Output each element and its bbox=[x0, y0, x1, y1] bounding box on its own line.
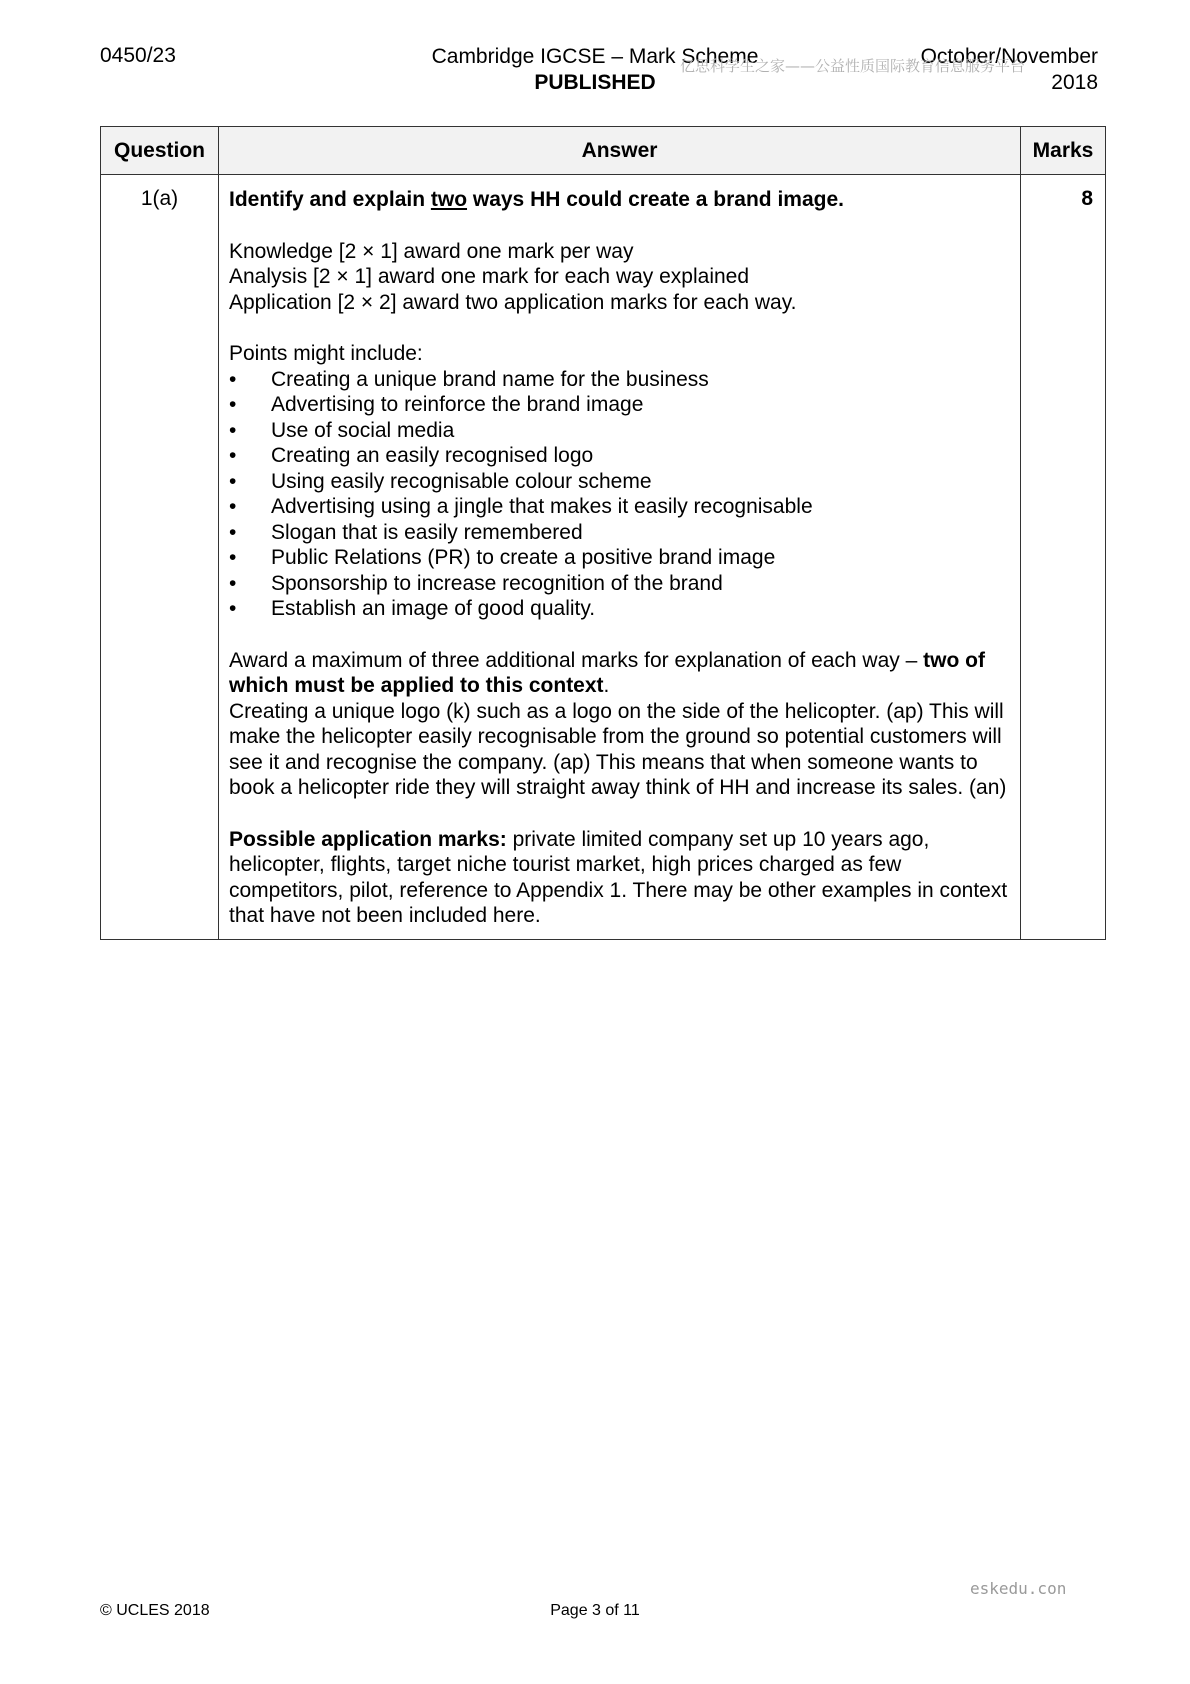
mark-scheme-table bbox=[100, 126, 1106, 940]
list-item: • Advertising using a jingle that makes it easily recognisable bbox=[229, 494, 1010, 520]
example-answer: Creating a unique logo (k) such as a logo on the side of the helicopter. (ap) This will make the helicopter easily recognisable from the ground so potential customers will see it and recognise the company. (ap) This means that when someone wants to book a helicopter ride they will straight away think of HH and increase its sales. (an) bbox=[229, 699, 1007, 799]
paper-code: 0450/23 bbox=[100, 44, 176, 67]
points-list bbox=[229, 367, 1010, 622]
list-item: • Establish an image of good quality. bbox=[229, 596, 1010, 622]
points-intro: Points might include: bbox=[229, 342, 423, 365]
award-instruction bbox=[229, 648, 1010, 699]
application-label: Possible application marks: bbox=[229, 827, 507, 851]
award-bold-text: two of which must be applied to this context bbox=[229, 648, 985, 697]
prompt-text: Identify and explain bbox=[229, 188, 431, 211]
question-column-header: Question bbox=[101, 127, 219, 175]
marks-column-header: Marks bbox=[1021, 127, 1106, 175]
header-watermark: 亿思科学生之家——公益性质国际教育信息服务平台 bbox=[680, 57, 1026, 75]
prompt-underlined: two bbox=[430, 188, 468, 211]
table-row bbox=[101, 175, 1106, 940]
list-item: • Use of social media bbox=[229, 418, 1010, 444]
list-item: • Public Relations (PR) to create a positive brand image bbox=[229, 545, 1010, 571]
title-text: Cambridge IGCSE – Mark Scheme bbox=[431, 45, 759, 68]
award-text: Award a maximum of three additional marks for explanation of each way – bbox=[229, 648, 924, 672]
criteria-knowledge: Knowledge [2 × 1] award one mark per way bbox=[229, 239, 634, 263]
list-item: • Advertising to reinforce the brand image bbox=[229, 392, 1010, 418]
published-label: PUBLISHED bbox=[534, 71, 656, 94]
list-item: • Slogan that is easily remembered bbox=[229, 520, 1010, 546]
page-number: Page 3 of 11 bbox=[550, 1602, 640, 1619]
marks-value: 8 bbox=[1021, 175, 1106, 940]
table-header-row bbox=[101, 127, 1106, 175]
prompt-text-end: ways HH could create a brand image. bbox=[467, 188, 844, 211]
award-text-end: . bbox=[603, 674, 610, 697]
answer-column-header: Answer bbox=[219, 127, 1021, 175]
session-text: October/November bbox=[920, 45, 1098, 68]
application-marks bbox=[229, 827, 1010, 929]
footer-watermark: eskedu.con bbox=[970, 1579, 1067, 1598]
criteria-analysis: Analysis [2 × 1] award one mark for each way explained bbox=[229, 265, 750, 288]
list-item: • Sponsorship to increase recognition of the brand bbox=[229, 571, 1010, 597]
list-item: • Creating a unique brand name for the business bbox=[229, 367, 1010, 393]
application-text: private limited company set up 10 years ago, helicopter, flights, target niche tourist market, high prices charged as few competitors, pilot, reference to Appendix 1. There may be other examples in context that have not been included here. bbox=[229, 827, 1008, 927]
question-prompt bbox=[229, 187, 1010, 213]
session-year: 2018 bbox=[1051, 71, 1098, 94]
copyright: © UCLES 2018 bbox=[100, 1602, 210, 1619]
criteria-application: Application [2 × 2] award two application marks for each way. bbox=[229, 290, 797, 314]
list-item: • Using easily recognisable colour scheme bbox=[229, 469, 1010, 495]
question-number: 1(a) bbox=[101, 175, 219, 940]
answer-cell bbox=[219, 175, 1021, 940]
list-item: • Creating an easily recognised logo bbox=[229, 443, 1010, 469]
